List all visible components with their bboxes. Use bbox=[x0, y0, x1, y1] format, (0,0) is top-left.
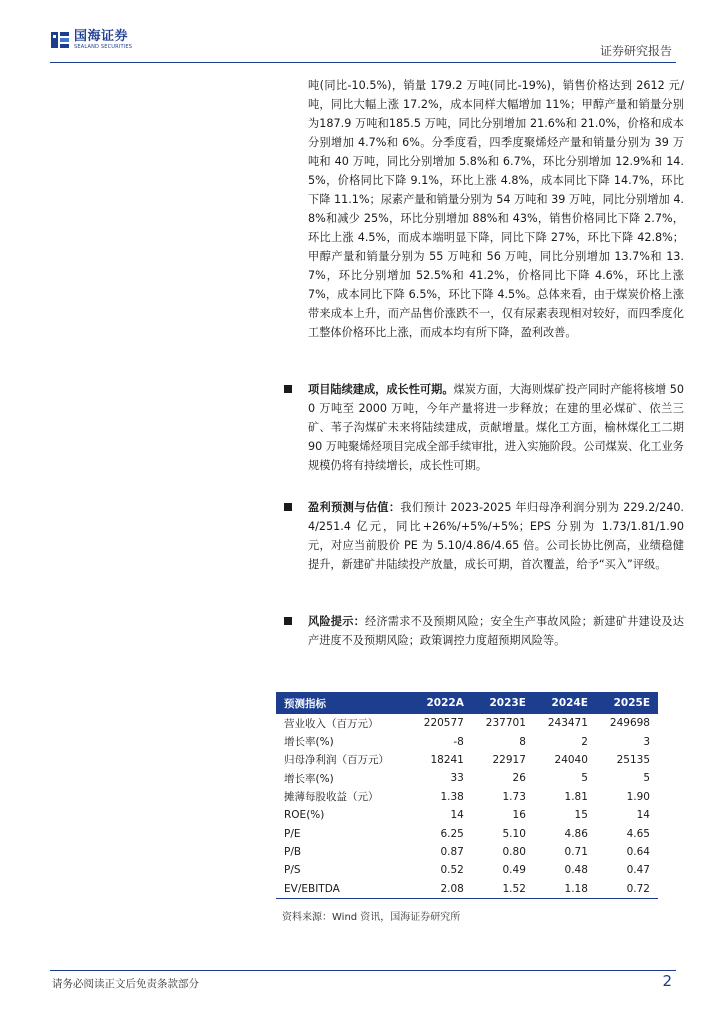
table-cell: 2 bbox=[581, 735, 588, 748]
table-cell: 0.64 bbox=[626, 845, 650, 858]
bullet-growth bbox=[284, 380, 684, 475]
table-cell: 1.52 bbox=[472, 880, 534, 899]
table-cell: 14 bbox=[636, 809, 650, 822]
table-cell: 220577 bbox=[423, 717, 464, 730]
table-header-cell: 预测指标 bbox=[276, 692, 410, 714]
table-cell: 26 bbox=[512, 772, 526, 785]
table-cell: 1.73 bbox=[502, 790, 526, 803]
bullet-text: 我们预计 2023-2025 年归母净利润分别为 229.2/240.4/251.4 亿元，同比+26%/+5%/+5%；EPS 分别为 1.73/1.81/1.90 元，对应当前股价 PE 为 5.10/4.86/4.65 倍。公司长协比例高，业绩稳健提升，新建矿井陆续投产放量，成长可期，首次覆盖，给予“买入”评级。 bbox=[308, 501, 684, 571]
table-source-note: 资料来源：Wind 资讯，国海证券研究所 bbox=[282, 912, 461, 923]
table-cell: 1.38 bbox=[440, 790, 464, 803]
table-cell: 243471 bbox=[547, 717, 588, 730]
table-cell: 8 bbox=[519, 735, 526, 748]
table-cell: 16 bbox=[512, 809, 526, 822]
table-row bbox=[276, 806, 658, 824]
sealand-logo-icon bbox=[50, 30, 70, 50]
table-cell: P/S bbox=[284, 864, 301, 877]
table-cell: 5 bbox=[643, 772, 650, 785]
table-cell: 0.72 bbox=[596, 880, 658, 899]
table-header-row bbox=[276, 692, 658, 714]
bullet-text: 煤炭方面，大海则煤矿投产同时产能将核增 500 万吨至 2000 万吨，今年产量将进一步释放；在建的里必煤矿、依兰三矿、苇子沟煤矿未来将陆续建成，贡献增量。煤化工方面，榆林煤化工二期 90 万吨聚烯烃项目完成全部手续审批，进入实施阶段。公司煤炭、化工业务规模仍将有持续增长，成长性可期。 bbox=[308, 383, 684, 472]
table-cell: 增长率(%) bbox=[284, 736, 334, 749]
company-logo bbox=[50, 30, 132, 50]
report-type-title: 证券研究报告 bbox=[599, 44, 672, 58]
table-header-cell: 2022A bbox=[410, 692, 472, 714]
table-cell: 1.18 bbox=[534, 880, 596, 899]
table-row bbox=[276, 824, 658, 842]
table-cell: 0.80 bbox=[502, 845, 526, 858]
bullet-risk bbox=[284, 612, 684, 650]
table-cell: 5.10 bbox=[502, 827, 526, 840]
square-bullet-icon bbox=[284, 503, 292, 511]
table-row bbox=[276, 880, 658, 899]
table-cell: 1.81 bbox=[564, 790, 588, 803]
table-cell: 0.47 bbox=[626, 864, 650, 877]
table-cell: 25135 bbox=[616, 753, 650, 766]
table-row bbox=[276, 843, 658, 861]
bullet-title: 风险提示： bbox=[308, 615, 365, 628]
table-cell: 4.65 bbox=[626, 827, 650, 840]
table-cell: 1.90 bbox=[626, 790, 650, 803]
table-cell: 15 bbox=[574, 809, 588, 822]
table-cell: EV/EBITDA bbox=[276, 880, 410, 899]
table-cell: 4.86 bbox=[564, 827, 588, 840]
table-cell: 0.52 bbox=[440, 864, 464, 877]
table-cell: ROE(%) bbox=[284, 809, 325, 822]
table-row bbox=[276, 861, 658, 879]
table-cell: 33 bbox=[450, 772, 464, 785]
footer-disclaimer: 请务必阅读正文后免责条款部分 bbox=[52, 978, 199, 990]
table-row bbox=[276, 788, 658, 806]
table-cell: 22917 bbox=[492, 753, 526, 766]
table-row bbox=[276, 714, 658, 732]
table-cell: P/E bbox=[284, 827, 301, 840]
table-cell: 0.71 bbox=[564, 845, 588, 858]
page-header bbox=[0, 0, 724, 64]
table-cell: 增长率(%) bbox=[284, 772, 334, 785]
table-cell: 6.25 bbox=[440, 827, 464, 840]
square-bullet-icon bbox=[284, 385, 292, 393]
table-cell: 归母净利润（百万元） bbox=[284, 754, 389, 767]
forecast-table bbox=[276, 692, 658, 899]
bullet-text: 经济需求不及预期风险；安全生产事故风险；新建矿井建设及达产进度不及预期风险；政策调控力度超预期风险等。 bbox=[308, 615, 684, 647]
table-cell: -8 bbox=[453, 735, 464, 748]
table-header-cell: 2024E bbox=[534, 692, 596, 714]
table-header-cell: 2025E bbox=[596, 692, 658, 714]
table-cell: 营业收入（百万元） bbox=[284, 717, 379, 730]
table-cell: 0.48 bbox=[564, 864, 588, 877]
table-cell: 249698 bbox=[609, 717, 650, 730]
table-cell: 237701 bbox=[485, 717, 526, 730]
header-divider bbox=[50, 62, 676, 63]
table-cell: P/B bbox=[284, 845, 302, 858]
logo-name-cn: 国海证券 bbox=[74, 29, 129, 44]
logo-name-en: SEALAND SECURITIES bbox=[74, 44, 133, 50]
intro-section bbox=[308, 76, 684, 342]
table-header-cell: 2023E bbox=[472, 692, 534, 714]
bullet-forecast bbox=[284, 498, 684, 574]
footer-divider bbox=[50, 970, 676, 971]
table-cell: 2.08 bbox=[410, 880, 472, 899]
table-cell: 18241 bbox=[430, 753, 464, 766]
table-row bbox=[276, 732, 658, 750]
table-cell: 24040 bbox=[554, 753, 588, 766]
table-cell: 5 bbox=[581, 772, 588, 785]
table-cell: 3 bbox=[643, 735, 650, 748]
intro-paragraph: 吨(同比-10.5%)，销量 179.2 万吨(同比-19%)，销售价格达到 2612 元/吨，同比大幅上涨 17.2%，成本同样大幅增加 11%；甲醇产量和销量分别为187.9 万吨和185.5 万吨，同比分别增加 21.6%和 21.0%，价格和成本分别增加 4.7%和 6%。分季度看，四季度聚烯烃产量和销量分别为 39 万吨和 40 万吨，同比分别增加 5.8%和 6.7%，环比分别增加 12.9%和 14.5%，价格同比下降 9.1%，环比上涨 4.8%，成本同比下降 14.7%，环比下降 11.1%；尿素产量和销量分别为 54 万吨和 39 万吨，同比分别增加 4.8%和减少 25%，环比分别增加 88%和 43%，销售价格同比下降 2.7%，环比上涨 4.5%，而成本端明显下降，同比下降 27%，环比下降 42.8%；甲醇产量和销量分别为 55 万吨和 56 万吨，同比分别增加 13.7%和 13.7%，环比分别增加 52.5%和 41.2%，价格同比下降 4.6%，环比上涨 7%，成本同比下降 6.5%，环比下降 4.5%。总体来看，由于煤炭价格上涨带来成本上升，而产品售价涨跌不一，仅有尿素表现相对较好，而四季度化工整体价格环比上涨，而成本均有所下降，盈利改善。 bbox=[308, 79, 684, 339]
bullet-title: 盈利预测与估值： bbox=[308, 501, 401, 514]
bullet-title: 项目陆续建成，成长性可期。 bbox=[308, 383, 454, 396]
page-number: 2 bbox=[662, 972, 672, 990]
table-cell: 摊薄每股收益（元） bbox=[284, 791, 379, 804]
table-cell: 14 bbox=[450, 809, 464, 822]
table-row bbox=[276, 751, 658, 769]
square-bullet-icon bbox=[284, 617, 292, 625]
table-cell: 0.49 bbox=[502, 864, 526, 877]
table-row bbox=[276, 769, 658, 787]
table-cell: 0.87 bbox=[440, 845, 464, 858]
